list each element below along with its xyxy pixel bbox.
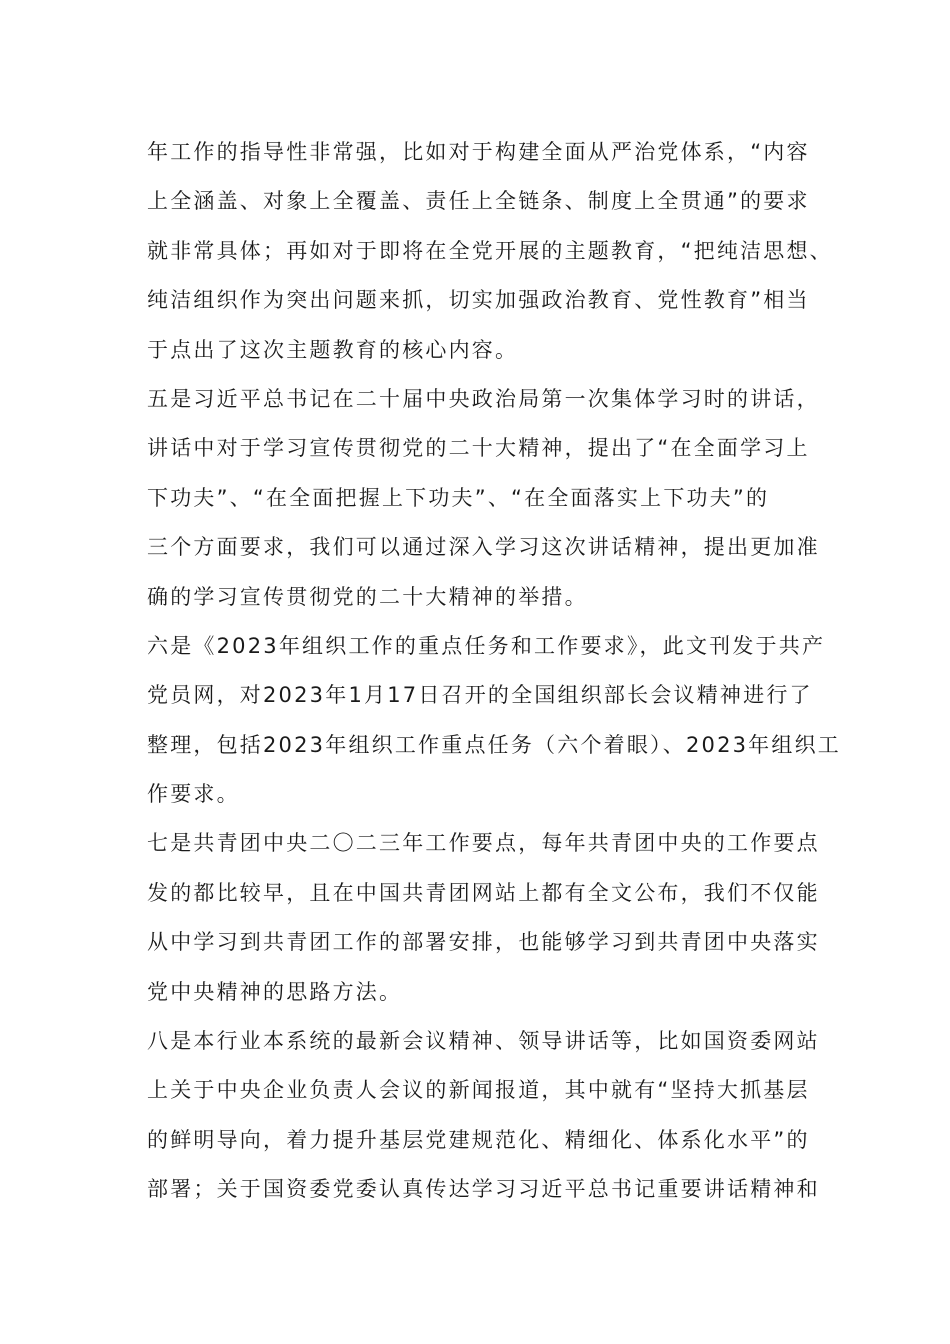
text-line: 上全涵盖、对象上全覆盖、责任上全链条、制度上全贯通”的要求 xyxy=(147,189,810,214)
text-line: 五是习近平总书记在二十届中央政治局第一次集体学习时的讲话， xyxy=(147,386,820,411)
text-line: 就非常具体；再如对于即将在全党开展的主题教育，“把纯洁思想、 xyxy=(147,238,833,263)
text-line: 三个方面要求，我们可以通过深入学习这次讲话精神，提出更加准 xyxy=(147,535,820,560)
text-line: 于点出了这次主题教育的核心内容。 xyxy=(147,337,519,362)
text-line: 的鲜明导向，着力提升基层党建规范化、精细化、体系化水平”的 xyxy=(147,1127,810,1152)
paragraph-4 xyxy=(147,819,837,1017)
text-line: 确的学习宣传贯彻党的二十大精神的举措。 xyxy=(147,584,588,609)
text-line: 八是本行业本系统的最新会议精神、领导讲话等，比如国资委网站 xyxy=(147,1029,820,1054)
text-line: 讲话中对于学习宣传贯彻党的二十大精神，提出了“在全面学习上 xyxy=(147,436,810,461)
text-line: 整理，包括2023年组织工作重点任务（六个着眼）、2023年组织工 xyxy=(147,732,841,757)
text-line: 上关于中央企业负责人会议的新闻报道，其中就有“坚持大抓基层 xyxy=(147,1078,810,1103)
text-line: 部署；关于国资委党委认真传达学习习近平总书记重要讲话精神和 xyxy=(147,1177,820,1202)
text-line: 纯洁组织作为突出问题来抓，切实加强政治教育、党性教育”相当 xyxy=(147,288,810,313)
text-line: 党员网，对2023年1月17日召开的全国组织部长会议精神进行了 xyxy=(147,683,813,708)
text-line: 七是共青团中央二〇二三年工作要点，每年共青团中央的工作要点 xyxy=(147,831,820,856)
text-line: 发的都比较早，且在中国共青团网站上都有全文公布，我们不仅能 xyxy=(147,880,820,905)
text-line: 从中学习到共青团工作的部署安排，也能够学习到共青团中央落实 xyxy=(147,930,820,955)
text-line: 六是《2023年组织工作的重点任务和工作要求》，此文刊发于共产 xyxy=(147,633,826,658)
text-line: 党中央精神的思路方法。 xyxy=(147,979,403,1004)
paragraph-1 xyxy=(147,128,837,375)
paragraph-3 xyxy=(147,622,841,820)
paragraph-5 xyxy=(147,1017,837,1215)
text-line: 年工作的指导性非常强，比如对于构建全面从严治党体系，“内容 xyxy=(147,140,810,164)
paragraph-2 xyxy=(147,375,837,622)
document-body xyxy=(147,128,841,1215)
text-line: 作要求。 xyxy=(147,782,240,807)
text-line: 下功夫”、“在全面把握上下功夫”、“在全面落实上下功夫”的 xyxy=(147,485,770,510)
